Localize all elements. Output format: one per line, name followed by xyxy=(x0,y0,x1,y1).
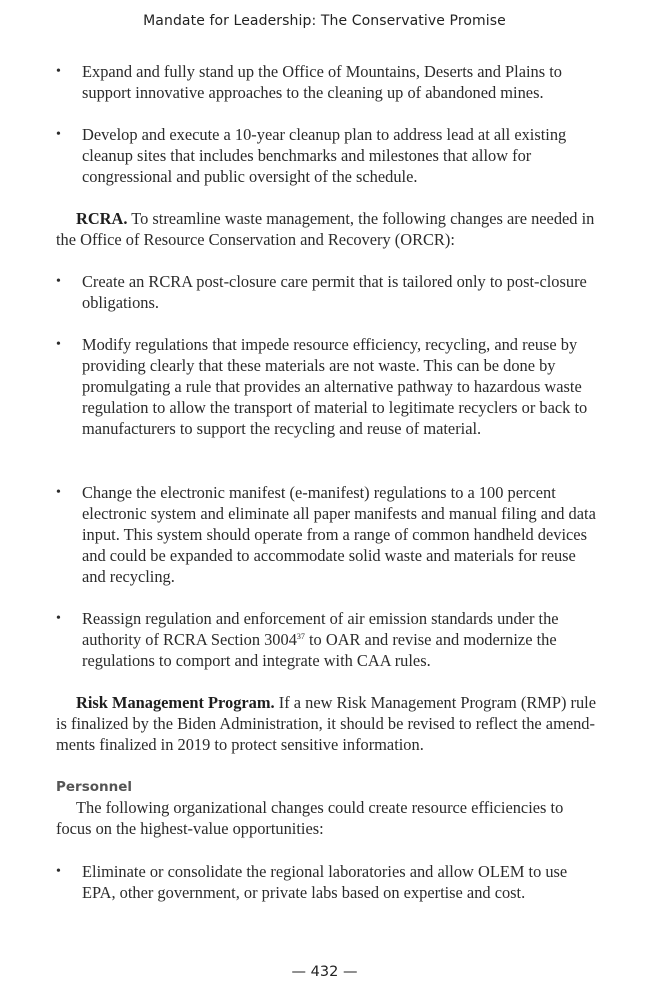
list-item-text-part: Reassign regulation and enforcement of air emission standards under the authority of RCRA Section 3004 xyxy=(82,609,559,649)
list-item-text: Eliminate or consolidate the regional laboratories and allow OLEM to use EPA, other government, or private labs based on expertise and cost. xyxy=(82,862,568,902)
running-header-title: Mandate for Leadership: The Conservative Promise xyxy=(143,13,506,29)
rcra-paragraph xyxy=(56,208,601,250)
rcra-paragraph-text: To streamline waste management, the following changes are needed in the Office of Resource Conservation and Recovery (ORCR): xyxy=(56,209,595,249)
rmp-paragraph-text: If a new Risk Management Program (RMP) rule is finalized by the Biden Administration, it should be revised to reflect the amend-ments finalized in 2019 to protect sensitive information. xyxy=(56,693,597,754)
bullet-icon: • xyxy=(56,611,61,626)
rcra-run-in-heading: RCRA. xyxy=(76,209,128,228)
bullet-icon: • xyxy=(56,64,61,79)
rmp-paragraph xyxy=(56,692,601,755)
bullet-icon: • xyxy=(56,127,61,142)
page-number: — 432 — xyxy=(291,964,358,980)
list-item-text: Change the electronic manifest (e-manifest) regulations to a 100 percent electronic system and eliminate all paper manifests and manual filing and data input. This system should operate from a range of common handheld devices and could be expanded to accommodate solid waste and materials for reuse and recycling. xyxy=(82,483,596,586)
bullet-icon: • xyxy=(56,485,61,500)
bullet-icon: • xyxy=(56,337,61,352)
bullet-icon: • xyxy=(56,864,61,879)
list-item-text: Modify regulations that impede resource efficiency, recycling, and reuse by providing clearly that these materials are not waste. This can be done by promulgating a rule that provides an alternative pathway to hazardous waste regulation to allow the transport of material to legitimate recyclers or back to manufacturers to support the recycling and reuse of material. xyxy=(82,335,588,438)
list-item-text: Develop and execute a 10-year cleanup plan to address lead at all existing cleanup sites that includes benchmarks and milestones that allow for congressional and public oversight of the schedule. xyxy=(82,125,567,186)
list-item-text xyxy=(82,608,597,671)
bullet-icon: • xyxy=(56,274,61,289)
list-item-text: Expand and fully stand up the Office of Mountains, Deserts and Plains to support innovative approaches to the cleaning up of abandoned mines. xyxy=(82,62,562,102)
footnote-marker[interactable]: 37 xyxy=(296,632,305,641)
personnel-intro: The following organizational changes could create resource efficiencies to focus on the highest-value opportunities: xyxy=(56,798,564,838)
rmp-run-in-heading: Risk Management Program. xyxy=(76,693,275,712)
list-item-text-part: to OAR and revise and modernize the regulations to comport and integrate with CAA rules. xyxy=(82,630,557,670)
list-item-text: Create an RCRA post-closure care permit that is tailored only to post-closure obligations. xyxy=(82,272,587,312)
section-heading-personnel: Personnel xyxy=(56,779,133,795)
